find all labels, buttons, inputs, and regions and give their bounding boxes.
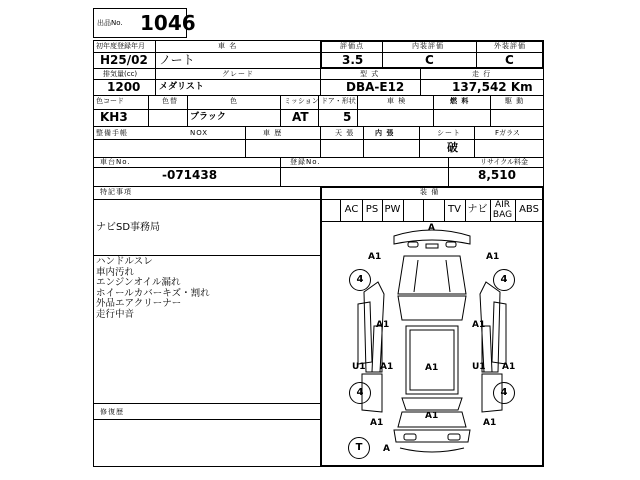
detail-notes: [96, 257, 210, 320]
special-line: ナビSD事務局: [96, 222, 161, 233]
mark-a1-c: A1: [425, 363, 439, 373]
drive-label: 駆 動: [505, 97, 525, 105]
score-label: 評価点: [340, 42, 364, 50]
first-reg-label: 初年度登録年月: [96, 42, 145, 50]
chassis-label: 車台No.: [100, 158, 131, 166]
mark-a1-mr: A1: [472, 320, 486, 330]
model-label: 車 名: [218, 42, 238, 50]
equipment-ps: PS: [365, 204, 379, 215]
interior-label: 内装評価: [412, 42, 444, 50]
seat-label: シート: [437, 129, 461, 137]
equipment-navi: ナビ: [467, 204, 488, 215]
score-value: 3.5: [342, 53, 364, 67]
type-value: DBA-E12: [346, 80, 405, 94]
type-label: 型 式: [360, 70, 380, 78]
repair-label: 修復歴: [100, 408, 124, 416]
grade-label: グレード: [222, 70, 254, 78]
equipment-pw: PW: [384, 204, 401, 215]
note-line: エンジンオイル漏れ: [96, 277, 181, 288]
mission-value: AT: [292, 110, 309, 124]
mark-a1-bl: A1: [370, 418, 384, 428]
reg-label: 登録No.: [290, 158, 321, 166]
fglass-label: Fガラス: [495, 129, 520, 137]
mark-t: T: [348, 437, 370, 459]
grade-value: メダリスト: [159, 82, 204, 92]
lot-number: 1046: [140, 11, 196, 35]
equipment-tv: TV: [448, 204, 461, 215]
interior-value: C: [425, 53, 434, 67]
history-label: 車 歴: [263, 129, 283, 137]
equipment-ac: AC: [344, 204, 359, 215]
special-label: 特記事項: [100, 188, 132, 196]
wheel-fl: 4: [349, 269, 371, 291]
color-code-label: 色コード: [96, 97, 124, 105]
mark-a1-bc: A1: [425, 411, 439, 421]
exterior-label: 外装評価: [494, 42, 526, 50]
doors-label: ドア・形状: [321, 97, 356, 105]
mark-u1-l: U1: [352, 362, 366, 372]
first-reg-value: H25/02: [100, 53, 148, 67]
mark-u1-r: U1: [472, 362, 486, 372]
wheel-fr: 4: [493, 269, 515, 291]
model-value: ノート: [159, 53, 195, 67]
displacement-value: 1200: [107, 80, 141, 94]
mark-a1-ml: A1: [376, 320, 390, 330]
nox-label: NOX: [190, 129, 209, 137]
mark-front: A: [428, 223, 435, 233]
recycle-value: 8,510: [478, 168, 516, 182]
lot-label: 出品No.: [97, 19, 123, 27]
roof-label: 天 張: [335, 129, 355, 137]
lot-number-box: [93, 8, 196, 38]
equipment-abs: ABS: [519, 204, 539, 215]
note-line: 外品エアクリーナー: [96, 298, 182, 309]
note-line: 車内汚れ: [96, 266, 135, 278]
mileage-value: 137,542 Km: [452, 80, 533, 94]
equipment-label: 装 備: [420, 188, 440, 196]
mark-a1-br: A1: [483, 418, 497, 428]
mark-a-rear: A: [383, 444, 390, 454]
chassis-value: -071438: [162, 168, 218, 182]
recycle-label: リサイクル料金: [480, 158, 529, 166]
color-label: 色: [230, 97, 238, 105]
mark-a1-tr: A1: [486, 252, 500, 262]
color-code-value: KH3: [100, 110, 128, 124]
wheel-rr: 4: [493, 382, 515, 404]
note-line: ハンドルスレ: [96, 256, 153, 267]
exterior-value: C: [505, 53, 514, 67]
note-line: 走行中音: [96, 308, 135, 320]
mark-a1-tl: A1: [368, 252, 382, 262]
note-line: ホイールカバーキズ・割れ: [96, 287, 210, 299]
wheel-rl: 4: [349, 382, 371, 404]
color-value: ブラック: [190, 112, 226, 122]
equipment-airbag: AIR BAG: [492, 200, 513, 220]
color-change-label: 色替: [162, 97, 178, 105]
inner-label: 内 張: [375, 129, 395, 137]
manual-label: 整備手帳: [96, 129, 128, 137]
mark-a1-sl: A1: [380, 362, 394, 372]
seat-value: 破: [447, 141, 458, 154]
displacement-label: 排気量(cc): [103, 70, 138, 78]
inspection-label: 車 検: [387, 97, 407, 105]
mark-a1-sr: A1: [502, 362, 516, 372]
doors-value: 5: [343, 110, 352, 124]
fuel-label: 燃 料: [450, 97, 470, 105]
mission-label: ミッション: [284, 97, 319, 105]
mileage-label: 走 行: [472, 70, 492, 78]
car-diagram: [322, 222, 542, 465]
